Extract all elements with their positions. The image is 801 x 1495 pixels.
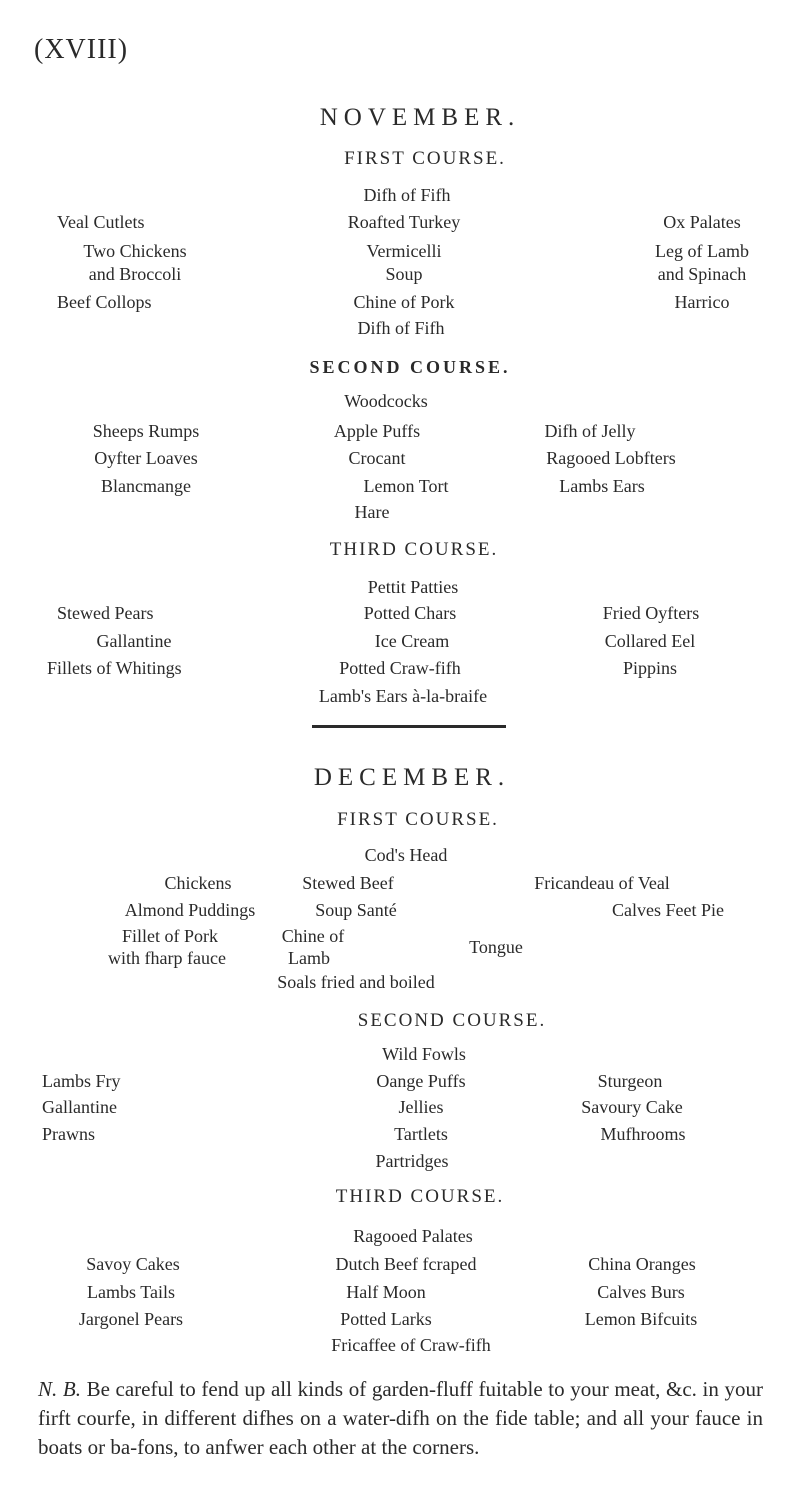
menu-item: Pippins [622, 658, 678, 678]
menu-item: Almond Puddings [124, 900, 256, 920]
menu-item: Dutch Beef fcraped [335, 1254, 477, 1274]
menu-item: Savoy Cakes [86, 1254, 180, 1274]
menu-item: Lambs Fry [42, 1071, 121, 1091]
menu-item: Tongue [469, 937, 523, 957]
menu-item: Lemon Tort [363, 476, 449, 496]
menu-item: Fillet of Pork [121, 926, 219, 946]
december-first-course-heading: FIRST COURSE. [337, 809, 499, 830]
menu-item: Mufhrooms [600, 1124, 686, 1144]
menu-item: Fricandeau of Veal [534, 873, 670, 893]
november-title: NOVEMBER. [319, 104, 521, 131]
menu-item: Hare [354, 502, 390, 522]
menu-item: Difh of Jelly [544, 421, 636, 441]
menu-item: Ragooed Lobfters [546, 448, 676, 468]
menu-item: Ox Palates [663, 212, 741, 232]
menu-item: with fharp fauce [108, 948, 226, 968]
menu-item: Stewed Pears [57, 603, 154, 623]
menu-item: Tartlets [394, 1124, 448, 1144]
menu-item: Potted Chars [363, 603, 457, 623]
menu-item: Stewed Beef [302, 873, 394, 893]
note-prefix: N. B. [38, 1377, 81, 1401]
menu-item: Fried Oyfters [602, 603, 700, 623]
menu-item: Fillets of Whitings [47, 658, 182, 678]
menu-item: Ice Cream [374, 631, 450, 651]
menu-item: Two Chickens [83, 241, 187, 261]
menu-item: Lamb [288, 948, 330, 968]
menu-item: Lemon Bifcuits [584, 1309, 698, 1329]
menu-item: Collared Eel [604, 631, 696, 651]
menu-item: Roafted Turkey [347, 212, 461, 232]
menu-item: Chickens [164, 873, 232, 893]
menu-item: Lambs Tails [87, 1282, 175, 1302]
menu-item: Calves Burs [597, 1282, 685, 1302]
december-third-course-heading: THIRD COURSE. [335, 1186, 505, 1207]
menu-item: Sturgeon [597, 1071, 663, 1091]
menu-item: Chine of [281, 926, 345, 946]
menu-item: and Broccoli [88, 264, 182, 284]
menu-item: Crocant [348, 448, 406, 468]
menu-item: Half Moon [346, 1282, 426, 1302]
menu-item: Potted Larks [340, 1309, 432, 1329]
menu-item: Pettit Patties [367, 577, 459, 597]
menu-item: Chine of Pork [353, 292, 455, 312]
menu-item: Oyfter Loaves [94, 448, 198, 468]
menu-item: Savoury Cake [581, 1097, 683, 1117]
menu-item: Ragooed Palates [353, 1226, 473, 1246]
menu-item: Soup [385, 264, 423, 284]
menu-item: Vermicelli [366, 241, 442, 261]
menu-item: Jargonel Pears [78, 1309, 184, 1329]
menu-item: Difh of Fifh [357, 318, 445, 338]
note-text: Be careful to fend up all kinds of garden-fluff fuitable to your meat, &c. in your firft courfe, in different difhes on a water-difh on the fide table; and all your fauce in boats or ba-fons, to anfwer each other at the corners. [38, 1377, 763, 1459]
december-title: DECEMBER. [313, 764, 511, 791]
menu-item: Beef Collops [57, 292, 152, 312]
menu-item: and Spinach [657, 264, 747, 284]
menu-item: Soup Santé [315, 900, 397, 920]
november-first-course-heading: FIRST COURSE. [344, 148, 506, 169]
menu-item: Wild Fowls [382, 1044, 466, 1064]
menu-item: Sheeps Rumps [92, 421, 200, 441]
menu-item: Soals fried and boiled [277, 972, 435, 992]
menu-item: Woodcocks [344, 391, 428, 411]
menu-item: China Oranges [588, 1254, 696, 1274]
menu-item: Apple Puffs [333, 421, 421, 441]
menu-item: Partridges [375, 1151, 449, 1171]
menu-item: Oange Puffs [376, 1071, 466, 1091]
menu-item: Potted Craw-fifh [339, 658, 461, 678]
menu-item: Prawns [42, 1124, 95, 1144]
menu-item: Harrico [674, 292, 730, 312]
menu-item: Veal Cutlets [57, 212, 145, 232]
november-second-course-heading: SECOND COURSE. [309, 357, 511, 377]
menu-item: Difh of Fifh [363, 185, 451, 205]
menu-item: Calves Feet Pie [612, 900, 724, 920]
november-third-course-heading: THIRD COURSE. [329, 539, 499, 560]
menu-item: Gallantine [96, 631, 172, 651]
divider-rule [312, 725, 506, 728]
menu-item: Jellies [398, 1097, 444, 1117]
menu-item: Fricaffee of Craw-fifh [331, 1335, 491, 1355]
menu-item: Gallantine [42, 1097, 117, 1117]
december-second-course-heading: SECOND COURSE. [357, 1010, 547, 1031]
menu-item: Cod's Head [364, 845, 448, 865]
menu-item: Lambs Ears [559, 476, 645, 496]
menu-item: Leg of Lamb [655, 241, 749, 261]
footnote [38, 1375, 763, 1462]
menu-item: Lamb's Ears à-la-braife [318, 686, 488, 706]
menu-item: Blancmange [101, 476, 191, 496]
page-number: (XVIII) [34, 34, 129, 65]
